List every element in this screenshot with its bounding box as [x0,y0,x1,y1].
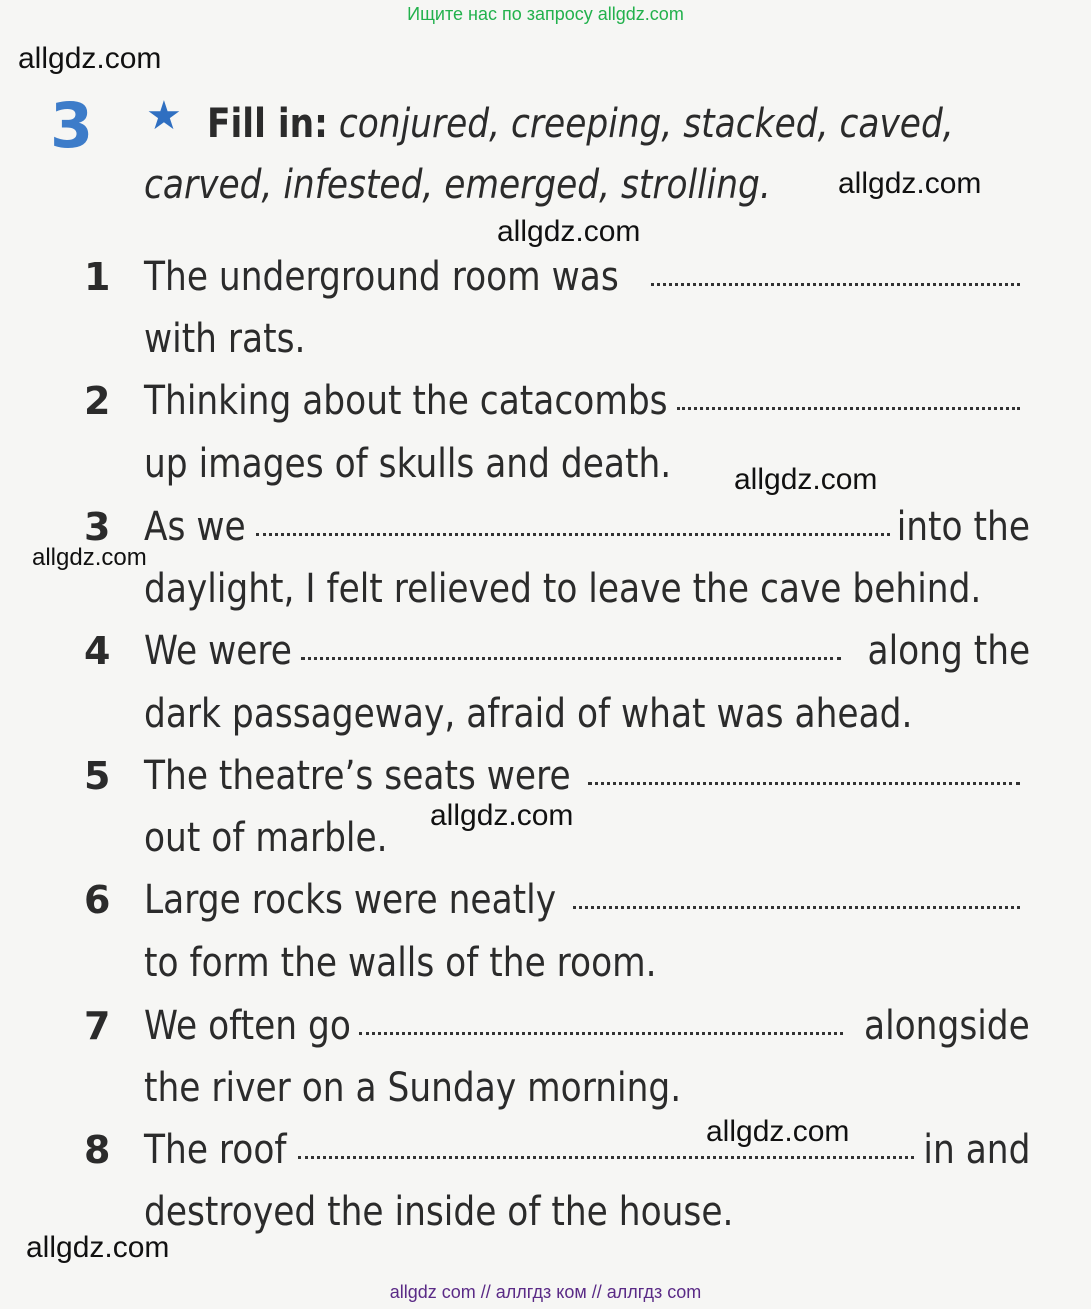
item-number: 7 [84,1004,111,1048]
exercise-number: 3 [50,89,94,162]
item-2-first-line [144,378,1030,424]
watermark: allgdz.com [26,1231,170,1264]
item-text-before: The underground room was [144,254,619,300]
item-4-first-line [144,628,1030,674]
item-text-before: The theatre’s seats were [144,753,571,799]
answer-blank[interactable] [573,905,1020,909]
watermark: allgdz.com [706,1115,850,1148]
answer-blank[interactable] [359,1031,844,1035]
item-1-second-line: with rats. [144,316,306,362]
watermark: allgdz.com [838,167,982,200]
instruction-label: Fill in: [207,101,328,147]
item-text-before: Thinking about the catacombs [144,378,668,424]
instruction-line-1 [207,101,954,147]
top-banner[interactable]: Ищите нас по запросу allgdz.com [407,4,684,24]
watermark: allgdz.com [430,799,574,832]
star-icon: ★ [146,93,182,139]
watermark: allgdz.com [734,463,878,496]
answer-blank[interactable] [256,532,890,536]
item-8-first-line [144,1127,1030,1173]
item-5-first-line [144,753,1030,799]
item-text-after: alongside [864,1003,1030,1049]
answer-blank[interactable] [651,282,1020,286]
item-number: 3 [84,505,111,549]
answer-blank[interactable] [298,1155,914,1159]
watermark: allgdz.com [497,215,641,248]
item-3-second-line: daylight, I felt relieved to leave the cave behind. [144,566,982,612]
item-number: 2 [84,379,111,423]
answer-blank[interactable] [588,781,1020,785]
answer-blank[interactable] [677,406,1020,410]
item-text-after: in and [922,1127,1030,1173]
item-7-second-line: the river on a Sunday morning. [144,1065,682,1111]
item-6-first-line [144,877,1030,923]
bottom-banner[interactable]: allgdz com // аллгдз ком // аллгдз com [389,1282,702,1302]
item-number: 1 [84,255,111,299]
item-number: 6 [84,878,111,922]
item-number: 4 [84,629,111,673]
watermark: allgdz.com [32,544,147,571]
item-text-before: As we [144,504,246,550]
item-7-first-line [144,1003,1030,1049]
instruction-line-2 [144,162,771,208]
item-text-after: into the [896,504,1030,550]
answer-blank[interactable] [301,656,841,660]
item-1-first-line [144,254,1030,300]
item-text-before: Large rocks were neatly [144,877,557,923]
item-3-first-line [144,504,1030,550]
item-number: 8 [84,1128,111,1172]
item-5-second-line: out of marble. [144,815,388,861]
item-6-second-line: to form the walls of the room. [144,940,657,986]
item-text-before: We often go [144,1003,351,1049]
item-number: 5 [84,754,111,798]
word-list: conjured, creeping, stacked, caved, [338,101,954,147]
item-4-second-line: dark passageway, afraid of what was ahead. [144,691,913,737]
item-text-after: along the [867,628,1030,674]
item-2-second-line: up images of skulls and death. [144,441,672,487]
item-text-before: We were [144,628,292,674]
word-list-continued: carved, infested, emerged, strolling. [144,162,771,208]
item-8-second-line: destroyed the inside of the house. [144,1189,734,1235]
item-text-before: The roof [144,1127,287,1173]
watermark: allgdz.com [18,42,162,75]
